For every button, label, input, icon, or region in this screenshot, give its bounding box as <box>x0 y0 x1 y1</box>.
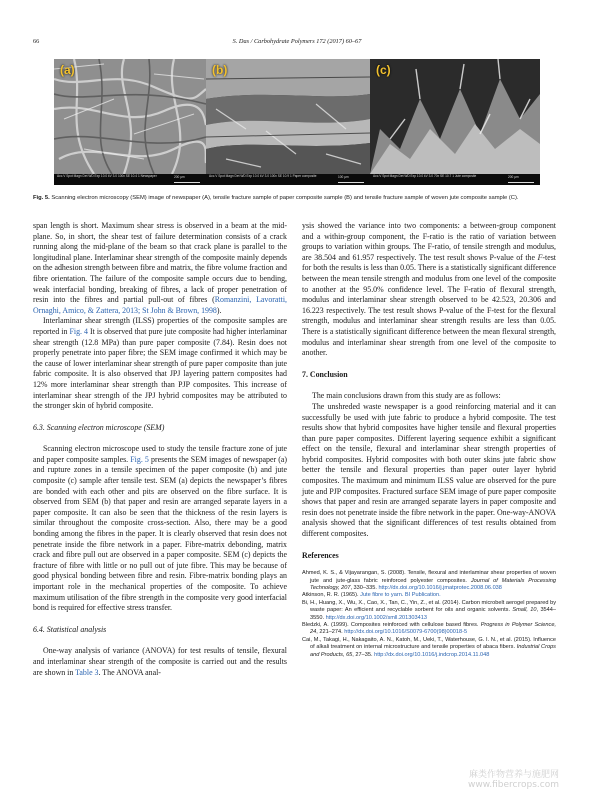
reference-item: Atkinson, R. R. (1965). Jute fibre to yarn. BI Publication. <box>302 592 441 599</box>
running-header <box>33 38 561 48</box>
doi-link[interactable]: http://dx.doi.org/10.1016/j.jmatprotec.2008.06.038 <box>378 585 502 592</box>
figure-caption <box>33 194 561 202</box>
references-heading: References <box>302 550 339 560</box>
reference-list <box>302 570 556 659</box>
left-column <box>33 221 287 678</box>
sem-databar-b <box>206 174 370 185</box>
right-column <box>302 221 556 659</box>
sem-panel-a <box>54 59 206 185</box>
sem-info-b: Acc.V Spot Magn Det WD Exp 10.0 kV 3.0 100x SE 10.9 1 Paper composite <box>209 174 317 178</box>
reference-item: Bi, H., Huang, X., Wu, X., Cao, X., Tan, C., Yin, Z., et al. (2014). Carbon microbelt aerogel prepared by waste paper: An efficient and recyclable sorbent for oils and organic solvents. Small, 10, 3544–3550. http://dx.doi.org/10.1002/smll.201303413 <box>302 599 557 621</box>
paragraph-conclusion-intro: The main conclusions drawn from this study are as follows: <box>312 391 501 401</box>
site-watermark <box>468 770 559 790</box>
reference-item: Cai, M., Takagi, H., Nakagaito, A. N., Katoh, M., Ueki, T., Waterhouse, G. I. N., et al. (2015). Influence of alkali treatment on internal microstructure and tensile properties of abaca fibers. Industrial Crops and Products, 65, 27–35. http://dx.doi.org/10.1016/j.indcrop.2014.11.048 <box>302 636 556 658</box>
panel-label-c: (c) <box>376 63 391 77</box>
sem-panel-c <box>370 59 540 185</box>
reference-link[interactable]: Jute fibre to yarn. BI Publication. <box>360 592 441 599</box>
paragraph-ilss: Interlaminar shear strength (ILSS) properties of the composite samples are reported in Fig. 4 It is observed that pure jute composite had higher interlaminar shear strength (12.8 MPa) than pure paper composite (7.84). Resin does not properly penetrate into paper fibre; the SEM image confirmed it which may be the cause of lower interlaminar shear strength of pure paper composite than jute fabric composite. It is also observed that JPJ layering pattern composites had 12% more interlaminar shear strength than PJP composites. This increase of interlaminar shear strength of the JPJ hybrid composites may be attributed to the stronger skin of hybrid composite. <box>33 316 287 411</box>
doi-link[interactable]: http://dx.doi.org/10.1002/smll.201303413 <box>325 614 427 621</box>
journal-line: S. Das / Carbohydrate Polymers 172 (2017) 60–67 <box>232 38 362 45</box>
caption-text: Scanning electron microscopy (SEM) image of newspaper (A), tensile fracture sample of paper composite sample (B) and tensile fracture sample of woven jute composite sample (C). <box>49 195 519 201</box>
sem-image-paper-composite <box>206 59 370 185</box>
watermark-line-2: www.fibercrops.com <box>468 780 559 790</box>
paragraph-shear-failure: span length is short. Maximum shear stress is observed in a beam at the mid-plane. So, in short, the shear test of failure determination consists of a crack running along the mid-plane of the beam so that crack plane is parallel to the longitudinal plane. Interlaminar shear strength of the composite mainly depends on the adhesion strength between fibre and matrix, the fibre volume fraction and fibre orientation. The failure of the composite sample occurs due to bending, weak interfacial bonding, breaking of fibres, a lack of proper penetration of resin into the fibres and partial pull-out of fibres (Romanzini, Lavoratti, Ornaghi, Amico, & Zattera, 2013; St John & Brown, 1998). <box>33 221 287 315</box>
paragraph-anova-results: ysis showed the variance into two components: a between-group component and a within-group component, the F-ratio is the ratio of variation between groups to variation within groups. The F-ratio, of tensile strength and modulus, are 38.504 and 61.957 respectively. The test result shows P-value of the F-test for both the results is less than 0.05. There is a statistically significant difference between the mean tensile strength and modulus from one level of the composite to another at the 95.0% confidence level. The F-ratio of flexural strength, modulus and interlaminar shear strength observed to be 42.523, 20.306 and 16.223 respectively. The test result shows P-value of the F-test for the flexural strength, modulus and interlaminar shear strength results are less than 0.05. There is a statistically significant difference between the mean flexural strength, modulus and interlaminar shear strength from one level of the composite to another. <box>302 221 556 358</box>
citation-link-romanzini[interactable]: Romanzini, Lavoratti, Ornaghi, Amico, & Zattera, 2013; St John & Brown, 1998 <box>33 295 287 315</box>
figure-link-fig4[interactable]: Fig. 4 <box>69 326 88 336</box>
panel-label-b: (b) <box>212 63 228 77</box>
sem-scale-b: 100 µm <box>338 175 364 183</box>
sem-info-c: Acc.V Spot Magn Det WD Exp 10.0 kV 3.0 70x SE 10.7 1 Jute composite <box>373 174 477 178</box>
doi-link[interactable]: http://dx.doi.org/10.1016/S0079-6700(98)00018-5 <box>344 629 468 636</box>
sem-databar-a <box>54 174 206 185</box>
sem-scale-c: 200 µm <box>508 175 534 183</box>
paragraph-conclusion: The unshreded waste newspaper is a good reinforcing material and it can successfully be used with jute fabric to produce a hybrid composite. The test results show that hybrid composites have higher tensile and flexural properties than pure paper composites. Different layering sequence exhibit a significant effect on the tensile, flexural and interlaminar shear strength properties of hybrid composites. Hybrid composites with both outer skins jute fabric show better the tensile and flexural properties than paper outer layer hybrid composites. The maximum and minimum ILSS value are observed for the pure jute and PJP composites. Fractured surface SEM image of pure paper composite shows that paper and resin are arranged separate layers in paper composite and resin does not penetrate inside the fibre network in the paper. One-way-ANOVA analysis showed that the significant differences of test results obtained from different composites. <box>302 401 556 539</box>
sem-image-newspaper <box>54 59 206 185</box>
sem-panel-b <box>206 59 370 185</box>
section-heading-sem: 6.3. Scanning electron microscope (SEM) <box>33 422 165 432</box>
section-heading-conclusion: 7. Conclusion <box>302 369 348 379</box>
watermark-line-1: 麻类作物营养与施肥网 <box>468 770 559 780</box>
reference-item: Ahmed, K. S., & Vijayarangan, S. (2008). Tensile, flexural and interlaminar shear properties of woven jute and jute-glass fabric reinforced polyester composites. Journal of Materials Processing Technology, 207, 330–335. http://dx.doi.org/10.1016/j.jmatprotec.2008.06.038 <box>302 570 556 592</box>
table-link-table3[interactable]: Table 3 <box>75 667 99 677</box>
page-number: 66 <box>33 38 40 45</box>
figure-link-fig5[interactable]: Fig. 5 <box>130 454 149 464</box>
section-heading-statistics: 6.4. Statistical analysis <box>33 624 107 634</box>
sem-databar-c <box>370 174 540 185</box>
reference-item: Bledzki, A. (1999). Composites reinforced with cellulose based fibres. Progress in Polymer Science, 24, 221–274. http://dx.doi.org/10.1016/S0079-6700(98)00018-5 <box>302 622 556 636</box>
paragraph-sem: Scanning electron microscope used to study the tensile fracture zone of jute and paper composite samples. Fig. 5 presents the SEM images of newspaper (a) and rupture zones in a tensile specimen of the paper composite (b) and jute composite (c) sample after tensile test. SEM (a) depicts the newspaper’s fibres are bonded with each other and pits are observed on the fibre surface. It is observed from SEM (b) that paper and resin are arranged separate layers in a paper composite. It can also be seen that the thickness of the resin layers is similar throughout the composite cross-section. Also, there may be a good bonding among the fibres in the paper. It is clearly observed that resin does not penetrate inside the fibre network in a paper. Fibre-matrix debonding, matrix crack and fibre pull out are observed in a paper composite. SEM (c) depicts the fracture of fibre with little or no pull out of jute fibre. This may be because of good physical bonding between fibre and resin. Fibre-matrix bonding plays an important role in the mechanical properties of the composite. To achieve maximum utilisation of the fibre strength in the composite very good interfacial bond is required for effective stress transfer. <box>33 444 287 613</box>
figure-sem <box>54 59 540 185</box>
caption-label: Fig. 5. <box>33 195 50 201</box>
doi-link[interactable]: http://dx.doi.org/10.1016/j.indcrop.2014.11.048 <box>374 651 490 658</box>
panel-label-a: (a) <box>60 63 75 77</box>
sem-info-a: Acc.V Spot Magn Det WD Exp 10.0 kV 3.0 100x SE 10.4 1 Newspaper <box>57 174 157 178</box>
paragraph-anova: One-way analysis of variance (ANOVA) for test results of tensile, flexural and interlaminar shear strength of the composite is carried out and the results are shown in Table 3. The ANOVA anal- <box>33 646 287 677</box>
sem-scale-a: 200 µm <box>174 175 200 183</box>
sem-image-jute-composite <box>370 59 540 185</box>
